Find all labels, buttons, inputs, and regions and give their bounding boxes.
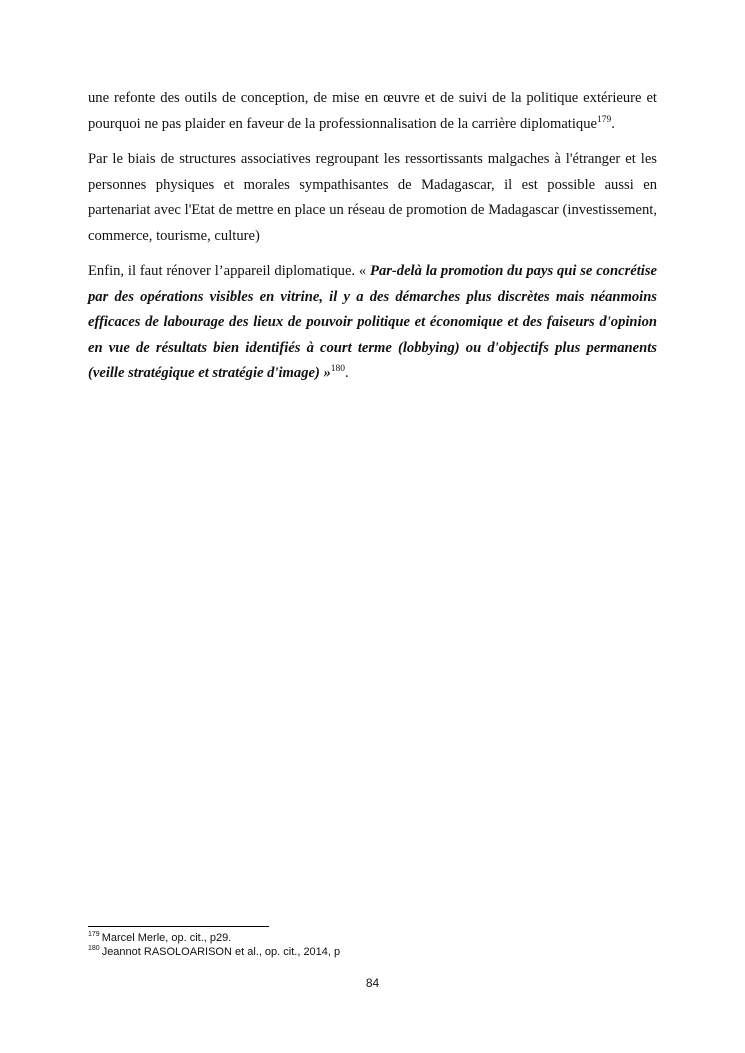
- body-text: [88, 86, 657, 397]
- footnote-number: 180: [88, 945, 100, 953]
- footnote-ref-179[interactable]: 179: [596, 114, 612, 125]
- paragraph-3: [88, 259, 657, 387]
- footnote-number: 179: [88, 931, 100, 939]
- paragraph-2: [88, 147, 657, 249]
- footnote-separator: [88, 926, 269, 927]
- page-number: 84: [365, 976, 380, 990]
- paragraph-2-text: Par le biais de structures associatives regroupant les ressortissants malgaches à l'étranger et les personnes physiques et morales sympathisantes de Madagascar, il est possible aussi en partenariat avec l'Etat de mettre en place un réseau de promotion de Madagascar (investissement, commerce, tourisme, culture): [88, 151, 657, 244]
- paragraph-3-quote: Par-delà la promotion du pays qui se concrétise par des opérations visibles en vitrine, il y a des démarches plus discrètes mais néanmoins efficaces de labourage des lieux de pouvoir politique et économique et des faiseurs d'opinion en vue de résultats bien identifiés à court terme (lobbying) ou d'objectifs plus permanents (veille stratégique et stratégie d'image) »: [88, 263, 658, 381]
- footnotes: [88, 931, 657, 959]
- footnote-text: Marcel Merle, op. cit., p29.: [101, 932, 232, 944]
- paragraph-1-text: une refonte des outils de conception, de mise en œuvre et de suivi de la politique extérieure et pourquoi ne pas plaider en faveur de la professionnalisation de la carrière diplomatique: [88, 90, 657, 132]
- paragraph-1: [88, 86, 657, 137]
- paragraph-3-intro: Enfin, il faut rénover l’appareil diplomatique. «: [88, 263, 371, 279]
- footnote-179: [88, 931, 657, 945]
- footnote-ref-180[interactable]: 180: [330, 364, 346, 375]
- paragraph-1-end: .: [611, 115, 615, 132]
- footnote-180: [88, 945, 657, 959]
- footnote-text: Jeannot RASOLOARISON et al., op. cit., 2014, p: [101, 946, 341, 958]
- paragraph-3-end: .: [345, 365, 349, 381]
